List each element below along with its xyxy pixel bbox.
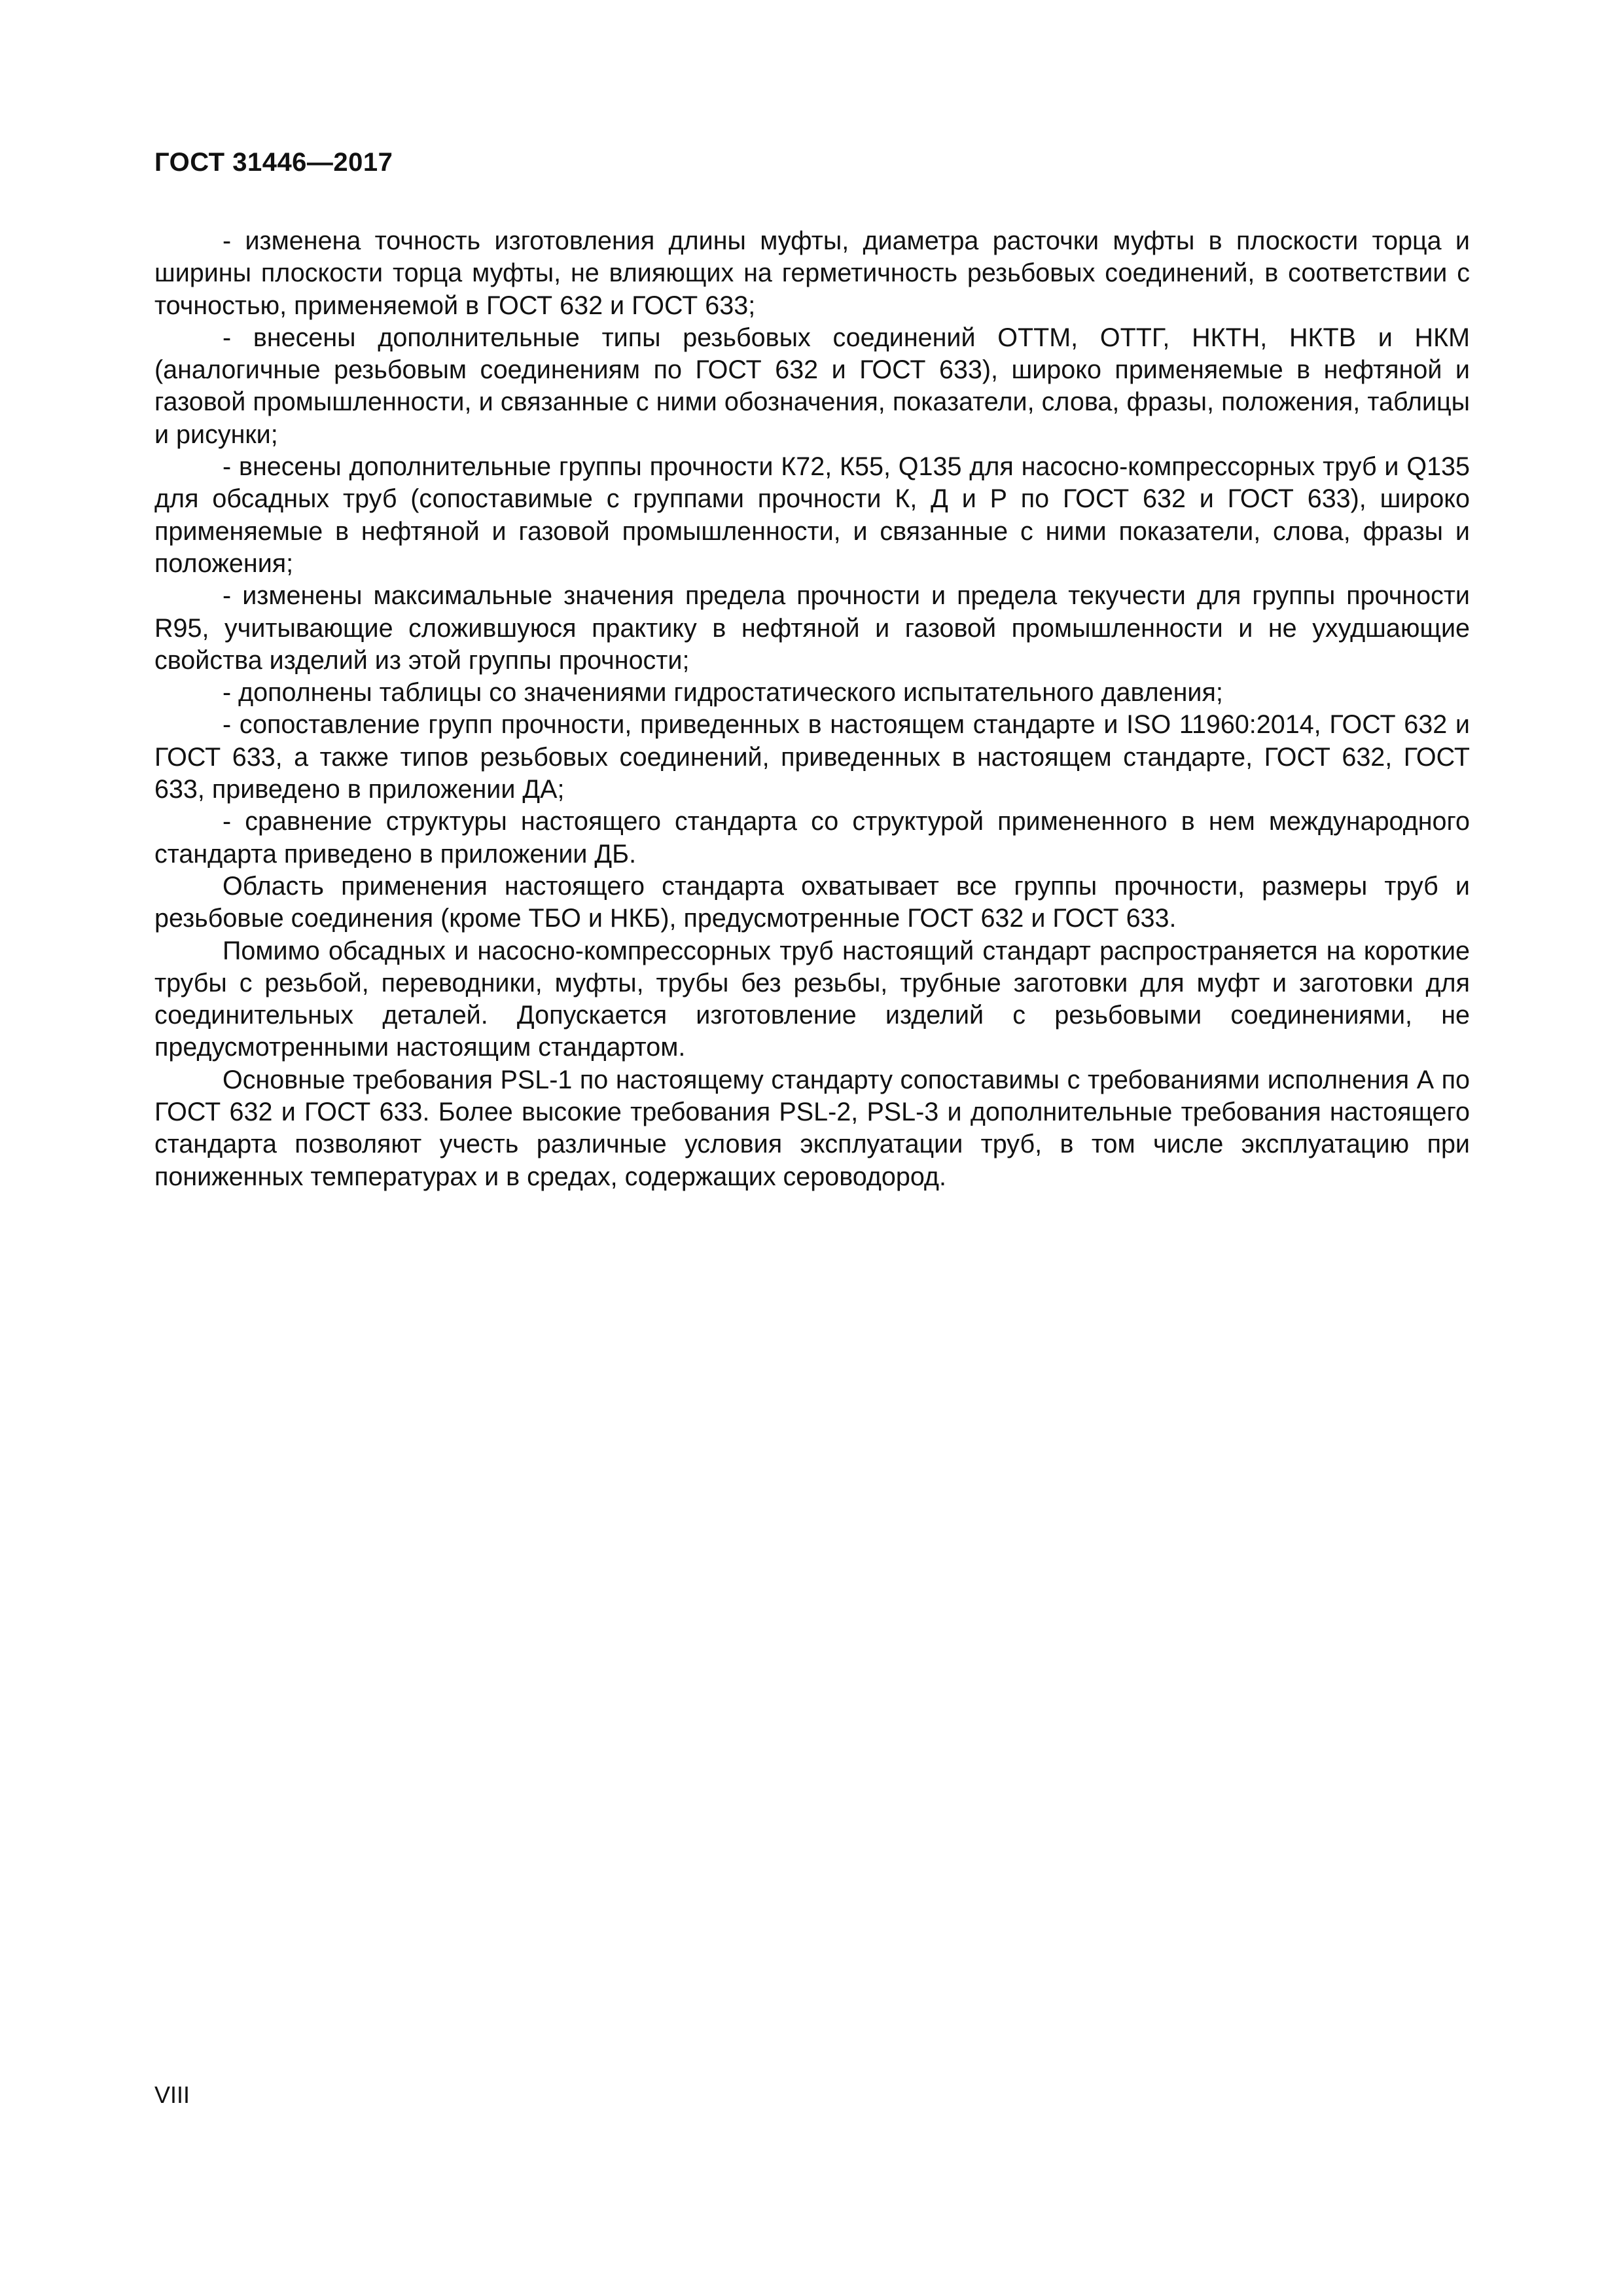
paragraph-thread-types: - внесены дополнительные типы резьбовых соединений ОТТМ, ОТТГ, НКТН, НКТВ и НКМ (аналогичные резьбовым соединениям по ГОСТ 632 и ГОСТ 633), широко применяемые в нефтяной и газовой промышленности, и связанные с ними обозначения, показатели, слова, фразы, положения, таблицы и рисунки; (154, 323, 1470, 449)
paragraph-products: Помимо обсадных и насосно-компрессорных труб настоящий стандарт распространяется на короткие трубы с резьбой, переводники, муфты, трубы без резьбы, трубные заготовки для муфт и заготовки для соединительных деталей. Допускается изготовление изделий с резьбовыми соединениями, не предусмотренными настоящим стандартом. (154, 936, 1470, 1062)
page-number: VIII (154, 2081, 190, 2108)
standard-designation: ГОСТ 31446—2017 (154, 148, 393, 177)
paragraph-structure-annex-db: - сравнение структуры настоящего стандарта со структурой примененного в нем международного стандарта приведено в приложении ДБ. (154, 807, 1470, 869)
paragraph-scope: Область применения настоящего стандарта охватывает все группы прочности, размеры труб и резьбовые соединения (кроме ТБО и НКБ), предусмотренные ГОСТ 632 и ГОСТ 633. (154, 871, 1470, 933)
paragraph-psl-requirements: Основные требования PSL-1 по настоящему стандарту сопоставимы с требованиями исполнения А по ГОСТ 632 и ГОСТ 633. Более высокие требования PSL-2, PSL-3 и дополнительные требования настоящего стандарта позволяют учесть различные условия эксплуатации труб, в том числе эксплуатацию при пониженных температурах и в средах, содержащих сероводород. (154, 1065, 1470, 1191)
paragraph-comparison-annex-da: - сопоставление групп прочности, приведенных в настоящем стандарте и ISO 11960:2014, ГОСТ 632 и ГОСТ 633, а также типов резьбовых соединений, приведенных в настоящем стандарте, ГОСТ 632, ГОСТ 633, приведено в приложении ДА; (154, 710, 1470, 804)
paragraph-hydrostatic-tables: - дополнены таблицы со значениями гидростатического испытательного давления; (223, 678, 1223, 708)
paragraph-r95-limits: - изменены максимальные значения предела прочности и предела текучести для группы прочности R95, учитывающие сложившуюся практику в нефтяной и газовой промышленности и не ухудшающие свойства изделий из этой группы прочности; (154, 581, 1470, 675)
body-text (154, 225, 1470, 1193)
paragraph-strength-groups: - внесены дополнительные группы прочности К72, К55, Q135 для насосно-компрессорных труб и Q135 для обсадных труб (сопоставимые с группами прочности К, Д и Р по ГОСТ 632 и ГОСТ 633), широко применяемые в нефтяной и газовой промышленности, и связанные с ними показатели, слова, фразы и положения; (154, 452, 1470, 578)
paragraph-coupling-accuracy: - изменена точность изготовления длины муфты, диаметра расточки муфты в плоскости торца и ширины плоскости торца муфты, не влияющих на герметичность резьбовых соединений, в соответствии с точностью, применяемой в ГОСТ 632 и ГОСТ 633; (154, 226, 1470, 320)
